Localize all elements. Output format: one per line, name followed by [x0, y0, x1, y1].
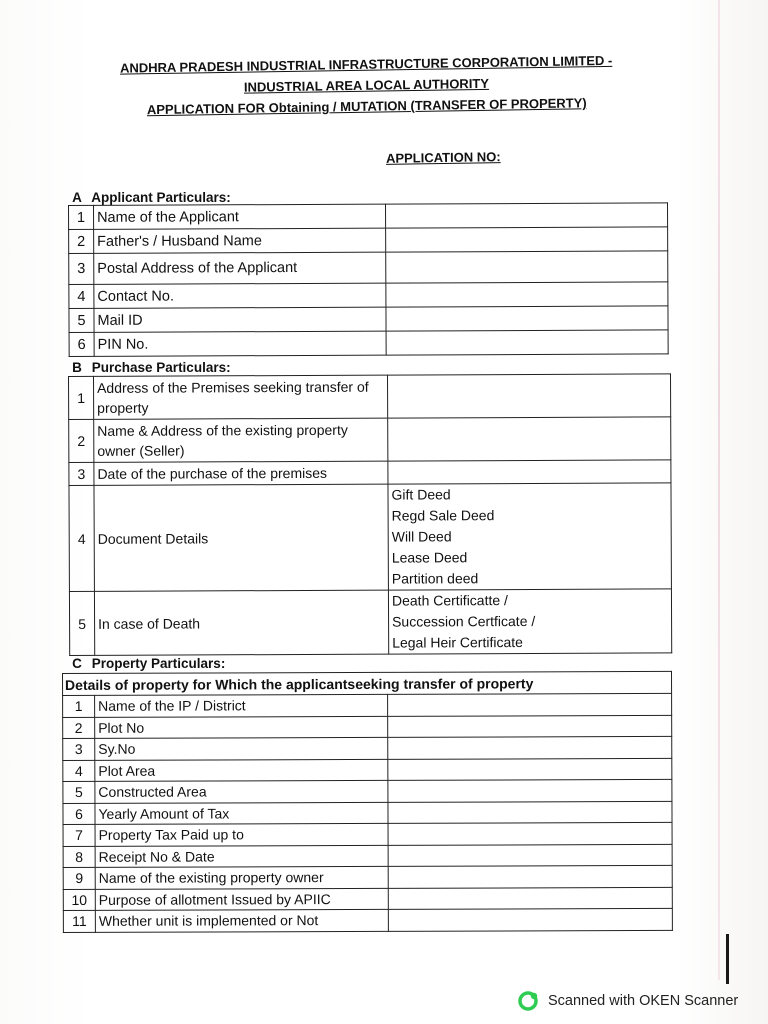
document-details-options	[388, 483, 671, 590]
purchase-particulars-table	[68, 373, 672, 656]
table-row	[63, 801, 672, 825]
table-row	[63, 887, 672, 911]
row-number: 11	[63, 910, 95, 932]
option-gift-deed[interactable]: Gift Deed	[391, 486, 451, 503]
yearly-tax-field[interactable]	[388, 801, 672, 823]
table-row	[63, 844, 672, 868]
row-number: 6	[63, 803, 95, 825]
application-no-label: APPLICATION NO:	[385, 149, 501, 166]
row-label: Plot No	[95, 716, 388, 739]
row-label: Plot Area	[95, 759, 388, 782]
premises-address-field[interactable]	[387, 374, 670, 418]
table-row	[69, 589, 671, 656]
section-c-heading: Property Particulars:	[91, 656, 226, 671]
row-label: Receipt No & Date	[95, 845, 388, 868]
applicant-name-field[interactable]	[385, 203, 667, 228]
row-number: 8	[63, 846, 95, 868]
row-number: 7	[63, 824, 95, 846]
death-case-options	[388, 589, 671, 654]
contact-no-field[interactable]	[386, 282, 668, 307]
option-will-deed[interactable]: Will Deed	[391, 528, 452, 545]
section-b-heading: Purchase Particulars:	[91, 360, 231, 375]
option-partition-deed[interactable]: Partition deed	[391, 570, 479, 587]
purchase-date-field[interactable]	[388, 460, 671, 484]
row-number: 1	[63, 695, 95, 717]
section-c-letter: C	[72, 656, 82, 671]
table-heading-row	[63, 671, 672, 695]
table-row	[69, 306, 668, 333]
row-label: Name of the IP / District	[95, 694, 388, 717]
option-legal-heir-certificate[interactable]: Legal Heir Certificate	[392, 634, 523, 651]
row-number: 3	[69, 253, 94, 284]
scanner-watermark	[518, 990, 738, 1012]
header-line-1: ANDHRA PRADESH INDUSTRIAL INFRASTRUCTURE CORPORATION LIMITED -	[119, 52, 613, 76]
row-label: Constructed Area	[95, 780, 388, 803]
row-number: 3	[63, 738, 95, 760]
sy-no-field[interactable]	[388, 736, 672, 758]
row-number: 6	[69, 332, 94, 356]
page-edge-mark	[718, 0, 720, 980]
section-a-heading: Applicant Particulars:	[91, 190, 231, 205]
row-label: Contact No.	[94, 283, 386, 308]
option-death-certificate[interactable]: Death Certificatte /	[391, 592, 508, 609]
row-label: Father's / Husband Name	[94, 228, 386, 253]
section-c-title	[66, 656, 225, 671]
table-row	[69, 203, 668, 230]
table-row	[69, 251, 668, 285]
option-succession-certificate[interactable]: Succession Certficate /	[392, 612, 536, 630]
option-regd-sale-deed[interactable]: Regd Sale Deed	[391, 507, 495, 524]
row-number: 2	[63, 717, 95, 739]
row-number: 1	[69, 205, 94, 229]
option-lease-deed[interactable]: Lease Deed	[391, 549, 468, 566]
existing-owner-name-field[interactable]	[388, 865, 672, 887]
section-a-letter: A	[72, 190, 82, 205]
header-line-3: APPLICATION FOR Obtaining / MUTATION (TRANSFER OF PROPERTY)	[146, 95, 587, 118]
receipt-no-date-field[interactable]	[388, 844, 672, 866]
table-row	[69, 460, 671, 486]
row-label: In case of Death	[94, 590, 388, 655]
section-b-title	[66, 360, 231, 375]
table-row	[63, 908, 672, 932]
allotment-purpose-field[interactable]	[388, 887, 672, 909]
table-row	[63, 779, 672, 803]
table-row	[69, 282, 668, 309]
table-row	[63, 865, 672, 889]
table-row	[69, 330, 668, 357]
postal-address-field[interactable]	[386, 251, 668, 283]
row-number: 2	[69, 229, 94, 253]
row-number: 4	[69, 485, 94, 591]
table-row	[63, 693, 672, 717]
row-label: Yearly Amount of Tax	[95, 802, 388, 825]
property-table-heading: Details of property for Which the applicantseeking transfer of property	[63, 671, 672, 695]
table-row	[63, 758, 672, 782]
existing-owner-field[interactable]	[388, 417, 671, 461]
row-label: Date of the purchase of the premises	[94, 461, 388, 485]
page-edge-bar	[726, 934, 729, 984]
row-label: Property Tax Paid up to	[95, 823, 388, 846]
constructed-area-field[interactable]	[388, 779, 672, 801]
father-husband-name-field[interactable]	[386, 227, 668, 252]
row-number: 4	[63, 760, 95, 782]
document-header	[96, 50, 637, 121]
tax-paid-up-to-field[interactable]	[388, 822, 672, 844]
row-label: Whether unit is implemented or Not	[95, 909, 388, 932]
row-number: 2	[69, 419, 94, 462]
row-number: 1	[69, 376, 94, 419]
section-b-letter: B	[72, 360, 82, 375]
mail-id-field[interactable]	[386, 306, 668, 331]
row-label: Name of the existing property owner	[95, 866, 388, 889]
plot-area-field[interactable]	[388, 758, 672, 780]
property-particulars-table	[62, 671, 673, 933]
applicant-particulars-table	[68, 202, 669, 357]
plot-no-field[interactable]	[388, 715, 672, 737]
row-number: 5	[69, 591, 94, 655]
pin-no-field[interactable]	[386, 330, 668, 355]
row-number: 9	[63, 867, 95, 889]
row-label: Address of the Premises seeking transfer of property	[94, 375, 388, 419]
row-label: Mail ID	[94, 307, 386, 332]
header-line-2: INDUSTRIAL AREA LOCAL AUTHORITY	[243, 75, 490, 95]
row-label: Name & Address of the existing property owner (Seller)	[94, 418, 388, 462]
scanner-text: Scanned with OKEN Scanner	[548, 993, 739, 1009]
unit-implemented-field[interactable]	[388, 908, 672, 930]
section-a-title	[66, 190, 231, 205]
table-row	[63, 715, 672, 739]
row-label: Purpose of allotment Issued by APIIC	[95, 888, 388, 911]
table-row	[63, 736, 672, 760]
table-row	[69, 483, 671, 592]
table-row	[69, 227, 668, 254]
row-label: Document Details	[94, 484, 388, 591]
table-row	[69, 374, 671, 420]
row-label: PIN No.	[94, 331, 386, 356]
row-number: 3	[69, 462, 94, 485]
table-row	[63, 822, 672, 846]
row-label: Postal Address of the Applicant	[94, 252, 386, 284]
row-label: Name of the Applicant	[94, 204, 386, 229]
row-number: 4	[69, 284, 94, 308]
row-number: 5	[69, 308, 94, 332]
ip-district-field[interactable]	[388, 693, 672, 715]
table-row	[69, 417, 671, 463]
row-number: 10	[63, 889, 95, 911]
row-number: 5	[63, 781, 95, 803]
row-label: Sy.No	[95, 737, 388, 760]
oken-scanner-logo-icon	[518, 990, 540, 1012]
